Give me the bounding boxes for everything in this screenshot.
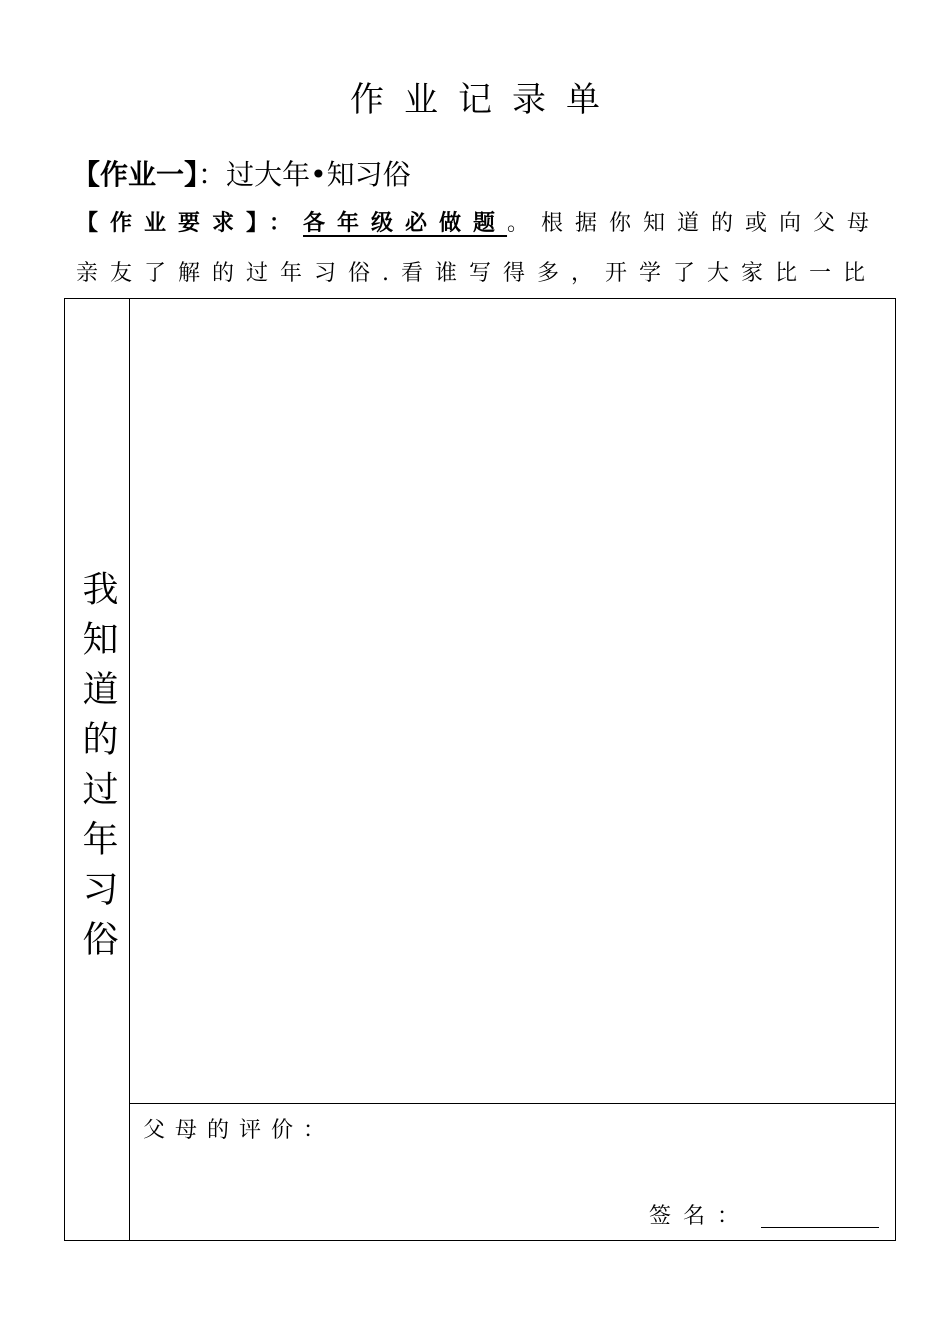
record-table xyxy=(64,298,896,1241)
assignment-number: 作业一 xyxy=(100,158,185,191)
requirement-text-1: 。根据你知道的或向父母 xyxy=(507,211,882,236)
requirement-label: 【作业要求】： xyxy=(76,211,304,236)
writing-area[interactable] xyxy=(130,299,895,1104)
requirement-emphasis: 各年级必做题 xyxy=(303,210,508,236)
heading-bracket-open: 【 xyxy=(72,158,101,191)
side-label-cell xyxy=(65,299,130,1240)
requirement-line-1 xyxy=(76,206,882,241)
assignment-heading xyxy=(72,155,411,195)
heading-separator: ： xyxy=(198,158,227,191)
requirement-line-2: 亲友了解的过年习俗.看谁写得多，开学了大家比一比 xyxy=(76,261,877,286)
signature-label: 签名： xyxy=(648,1204,751,1229)
page-title: 作业记录单 xyxy=(350,80,620,120)
side-label: 我知道的过年习俗 xyxy=(77,569,118,970)
assignment-name: 过大年•知习俗 xyxy=(226,158,411,191)
heading-bracket-close: 】 xyxy=(184,158,199,191)
signature-row xyxy=(649,1200,879,1234)
parent-evaluation-cell[interactable] xyxy=(130,1104,895,1240)
parent-evaluation-label: 父母的评价： xyxy=(143,1118,336,1143)
signature-line[interactable] xyxy=(761,1227,879,1228)
